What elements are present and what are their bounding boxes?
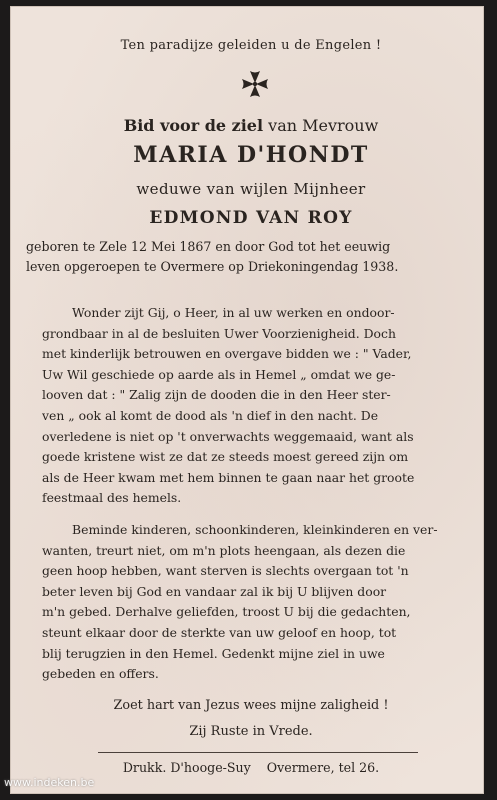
prayer-request	[26, 116, 476, 135]
dates-line: geboren te Zele 12 Mei 1867 en door God tot het eeuwig	[26, 239, 391, 254]
paragraph-family	[42, 520, 472, 685]
birth-death-dates	[26, 237, 476, 277]
blessing-line: Ten paradijze geleiden u de Engelen !	[120, 38, 382, 53]
paragraph-line: als de Heer kwam met hem binnen te gaan naar het groote	[42, 469, 415, 485]
rest-in-peace: Zij Ruste in Vrede.	[189, 724, 313, 739]
paragraph-line: beter leven bij God en vandaar zal ik bij U blijven door	[42, 583, 387, 599]
paragraph-line: met kinderlijk betrouwen en overgave bidden we : " Vader,	[42, 346, 412, 362]
maltese-cross-icon	[239, 68, 271, 100]
paragraph-line: Beminde kinderen, schoonkinderen, kleinkinderen en ver-	[72, 522, 438, 537]
paragraph-line: feestmaal des hemels.	[42, 490, 182, 506]
divider	[98, 752, 418, 753]
paragraph-line: steunt elkaar door de sterkte van uw geloof en hoop, tot	[42, 624, 397, 640]
printer-credit: Drukk. D'hooge-Suy Overmere, tel 26.	[122, 760, 380, 775]
paragraph-line: goede kristene wist ze dat ze steeds moest gereed zijn om	[42, 449, 409, 465]
paragraph-line: m'n gebed. Derhalve geliefden, troost U bij die gedachten,	[42, 604, 411, 620]
widow-line: weduwe van wijlen Mijnheer	[136, 180, 366, 198]
dates-line: leven opgeroepen te Overmere op Driekoningendag 1938.	[26, 259, 399, 274]
paragraph-line: blij terugzien in den Hemel. Gedenkt mijne ziel in uwe	[42, 645, 385, 661]
paragraph-line: Wonder zijt Gij, o Heer, in al uw werken en ondoor-	[72, 305, 395, 320]
card-content	[26, 34, 476, 786]
prayer-request-rest: van Mevrouw	[263, 116, 379, 135]
deceased-name: MARIA D'HONDT	[133, 142, 369, 168]
paragraph-line: Uw Wil geschiede op aarde als in Hemel „ omdat we ge-	[42, 366, 396, 382]
closing-prayer: Zoet hart van Jezus wees mijne zaligheid !	[113, 698, 389, 713]
site-watermark: www.indeken.be	[4, 776, 95, 789]
husband-name: EDMOND VAN ROY	[149, 208, 353, 228]
paragraph-line: looven dat : " Zalig zijn de dooden die in den Heer ster-	[42, 387, 391, 403]
paragraph-line: grondbaar in al de besluiten Uwer Voorzienigheid. Doch	[42, 325, 396, 341]
paragraph-line: gebeden en offers.	[42, 666, 159, 682]
paragraph-faith	[42, 303, 472, 509]
memorial-card	[10, 6, 484, 794]
paragraph-line: ven „ ook al komt de dood als 'n dief in den nacht. De	[42, 407, 379, 423]
paragraph-line: geen hoop hebben, want sterven is slechts overgaan tot 'n	[42, 563, 409, 579]
prayer-request-bold: Bid voor de ziel	[123, 116, 264, 135]
paragraph-line: overledene is niet op 't onverwachts weggemaaid, want als	[42, 428, 414, 444]
paragraph-line: wanten, treurt niet, om m'n plots heengaan, als dezen die	[42, 542, 406, 558]
